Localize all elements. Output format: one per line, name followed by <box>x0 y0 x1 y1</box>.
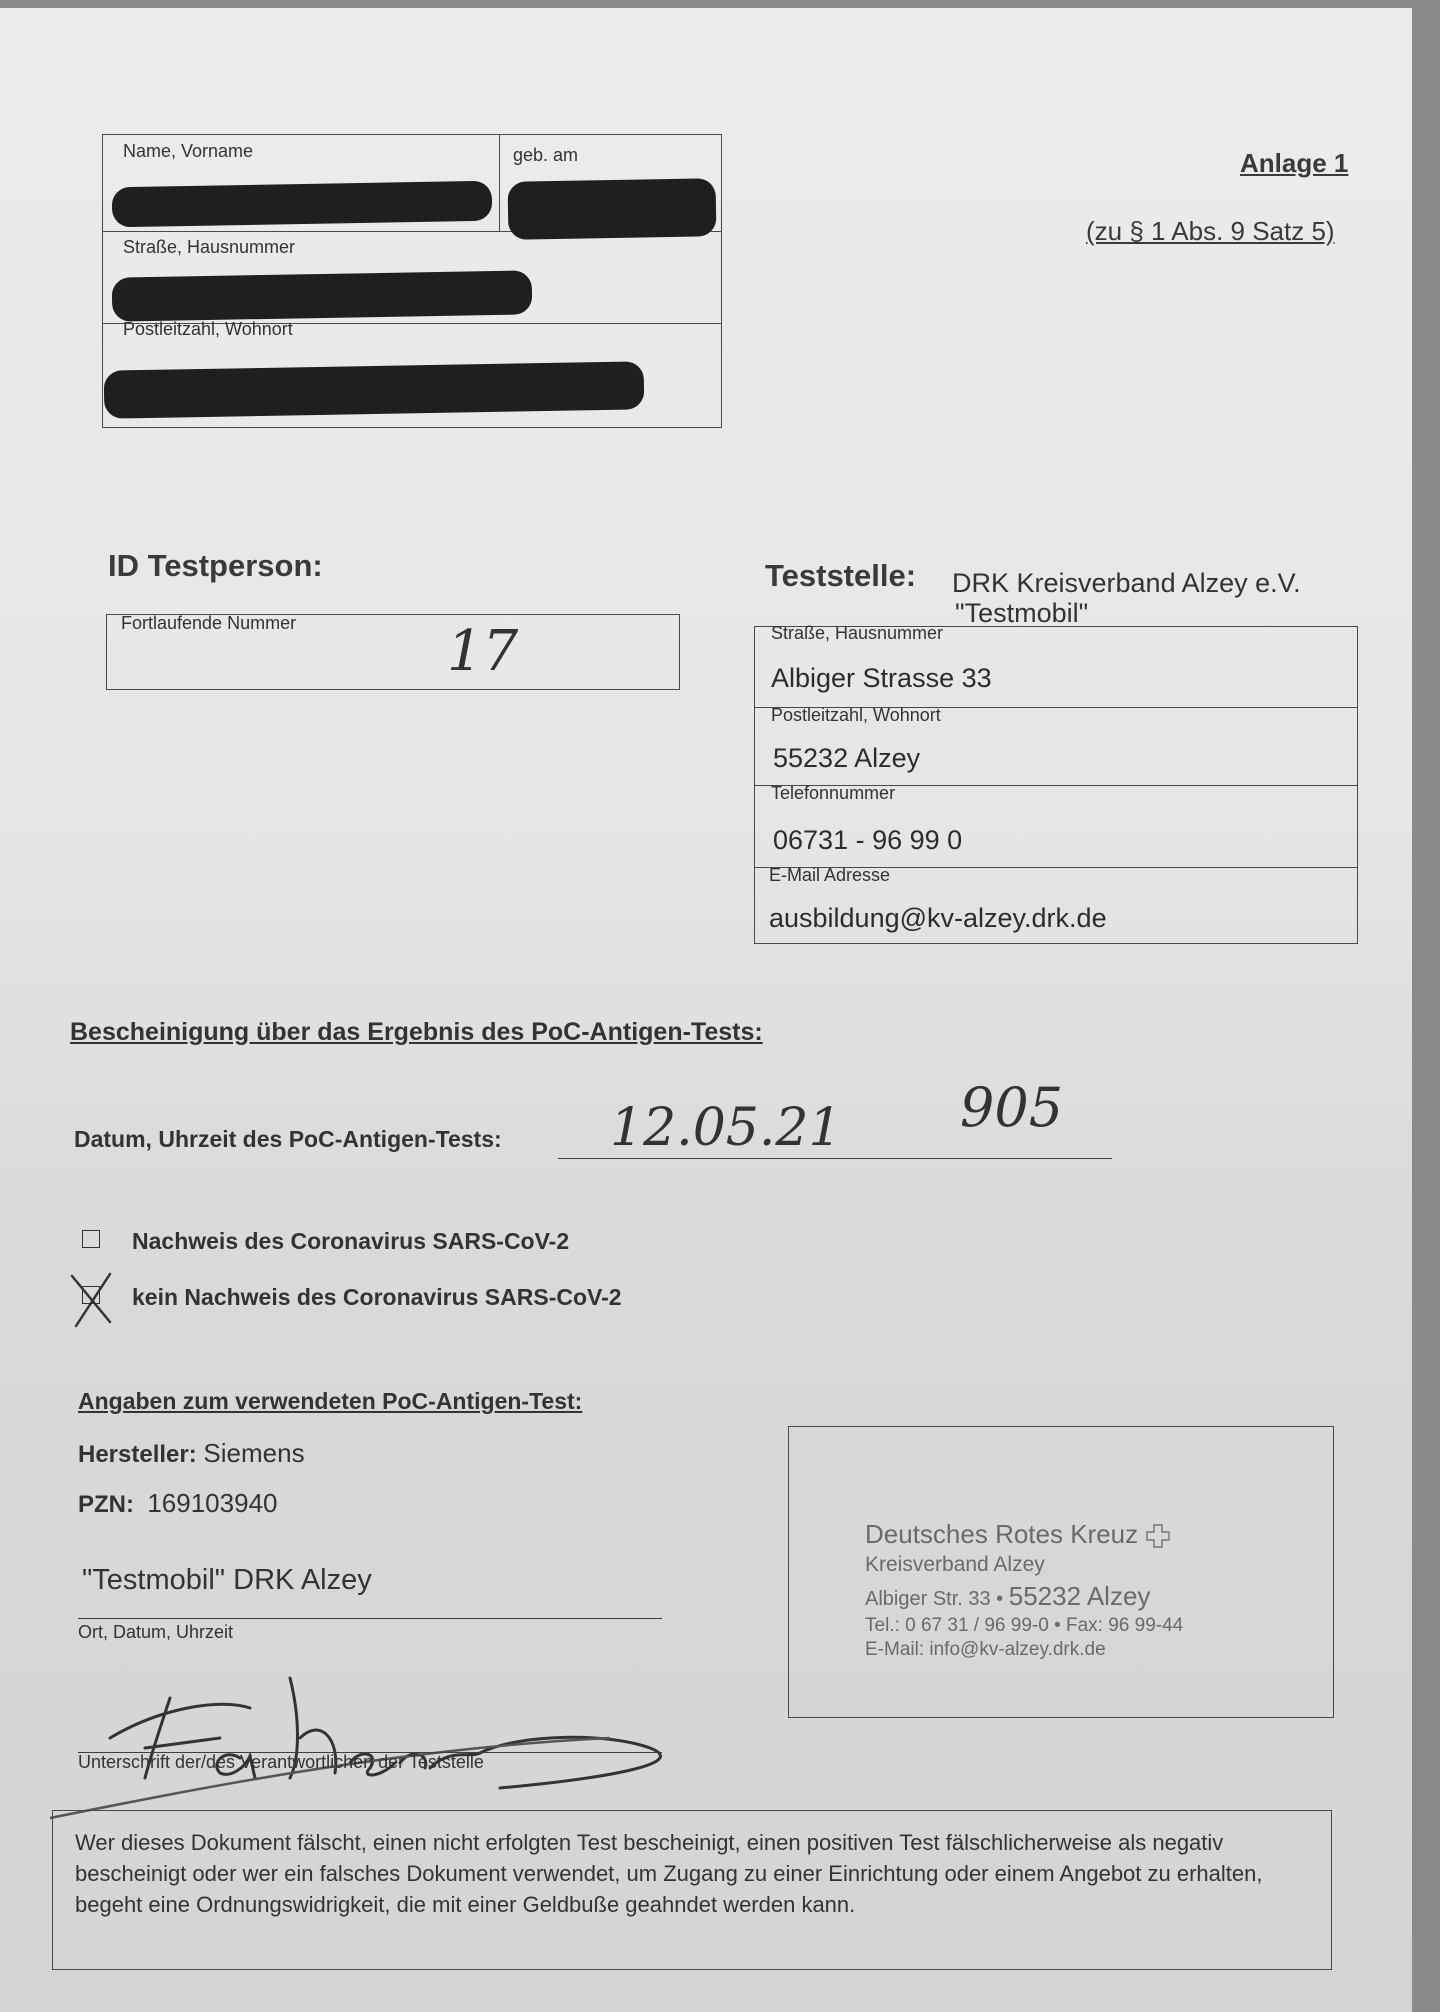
stamp-org-name: Deutsches Rotes Kreuz <box>865 1519 1139 1549</box>
place-value: "Testmobil" DRK Alzey <box>82 1564 372 1596</box>
manufacturer-label: Hersteller: <box>78 1441 197 1468</box>
teststelle-city-label: Postleitzahl, Wohnort <box>771 705 941 725</box>
signature-label: Unterschrift der/des Verantwortlichen der Teststelle <box>78 1752 484 1772</box>
checkbox-negative-cross-icon <box>66 1270 116 1330</box>
redacted-name <box>112 181 493 228</box>
option-negative-label: kein Nachweis des Coronavirus SARS-CoV-2 <box>132 1284 622 1310</box>
teststelle-name-sub: "Testmobil" <box>955 598 1089 628</box>
stamp-line-branch: Kreisverband Alzey <box>865 1553 1045 1576</box>
sequence-number-label: Fortlaufende Nummer <box>121 613 297 633</box>
test-info-heading: Angaben zum verwendeten PoC-Antigen-Test: <box>78 1388 583 1414</box>
teststelle-street-label: Straße, Hausnummer <box>771 623 944 643</box>
sequence-number-box <box>106 614 680 690</box>
stamp-city: 55232 Alzey <box>1008 1581 1151 1611</box>
paragraph-reference: (zu § 1 Abs. 9 Satz 5) <box>1086 216 1335 246</box>
redacted-street <box>112 270 533 321</box>
teststelle-city-value: 55232 Alzey <box>773 743 921 773</box>
stamp-line-phone: Tel.: 0 67 31 / 96 99-0 • Fax: 96 99-44 <box>865 1615 1184 1636</box>
teststelle-details-box <box>754 623 1358 944</box>
test-datetime-line <box>558 1158 1112 1159</box>
teststelle-phone-label: Telefonnummer <box>771 783 896 803</box>
pzn-row <box>78 1488 277 1519</box>
warning-box <box>52 1810 1332 1970</box>
place-label: Ort, Datum, Uhrzeit <box>78 1622 234 1642</box>
name-label: Name, Vorname <box>123 141 254 161</box>
option-positive-label: Nachweis des Coronavirus SARS-CoV-2 <box>132 1228 570 1254</box>
city-label: Postleitzahl, Wohnort <box>123 319 293 339</box>
place-line <box>78 1618 662 1619</box>
teststelle-street-value: Albiger Strasse 33 <box>771 663 992 693</box>
stamp-line-email: E-Mail: info@kv-alzey.drk.de <box>865 1639 1106 1660</box>
test-datetime-label: Datum, Uhrzeit des PoC-Antigen-Tests: <box>74 1126 502 1152</box>
redacted-birthdate <box>508 178 717 240</box>
certificate-heading: Bescheinigung über das Ergebnis des PoC-Antigen-Tests: <box>70 1018 763 1046</box>
test-time-value: 905 <box>960 1076 1064 1139</box>
teststelle-title: Teststelle: <box>765 558 917 593</box>
anlage-title: Anlage 1 <box>1240 148 1349 178</box>
id-testperson-title: ID Testperson: <box>108 548 323 583</box>
teststelle-email-label: E-Mail Adresse <box>769 865 891 885</box>
stamp-line-org <box>865 1519 1171 1550</box>
warning-text: Wer dieses Dokument fälscht, einen nicht erfolgten Test bescheinigt, einen positiven Test fälschlicherweise als negativ bescheinigt oder wer ein falsches Dokument verwendet, um Zugang zu einer Einrichtung oder einem Angebot zu erhalten, begeht eine Ordnungswidrigkeit, die mit einer Geldbuße geahndet werden kann. <box>75 1830 1263 1917</box>
birthdate-label: geb. am <box>513 145 579 165</box>
manufacturer-row <box>78 1438 305 1469</box>
pzn-label: PZN: <box>78 1491 134 1518</box>
teststelle-name: DRK Kreisverband Alzey e.V. <box>952 568 1301 598</box>
sequence-number-value: 17 <box>447 619 519 684</box>
stamp-street: Albiger Str. 33 • <box>865 1588 1004 1610</box>
signature-image <box>50 1638 830 1828</box>
stamp-box <box>788 1426 1334 1718</box>
test-date-value: 12.05.21 <box>610 1098 842 1158</box>
redacted-city <box>104 361 645 418</box>
manufacturer-value: Siemens <box>203 1438 305 1468</box>
pzn-value: 169103940 <box>147 1488 278 1518</box>
teststelle-phone-value: 06731 - 96 99 0 <box>773 825 963 855</box>
checkbox-positive[interactable] <box>82 1230 100 1248</box>
stamp-line-address <box>865 1581 1150 1612</box>
teststelle-email-value: ausbildung@kv-alzey.drk.de <box>769 903 1107 933</box>
document-page <box>0 8 1412 2012</box>
red-cross-icon <box>1145 1523 1171 1549</box>
street-label: Straße, Hausnummer <box>123 237 296 257</box>
